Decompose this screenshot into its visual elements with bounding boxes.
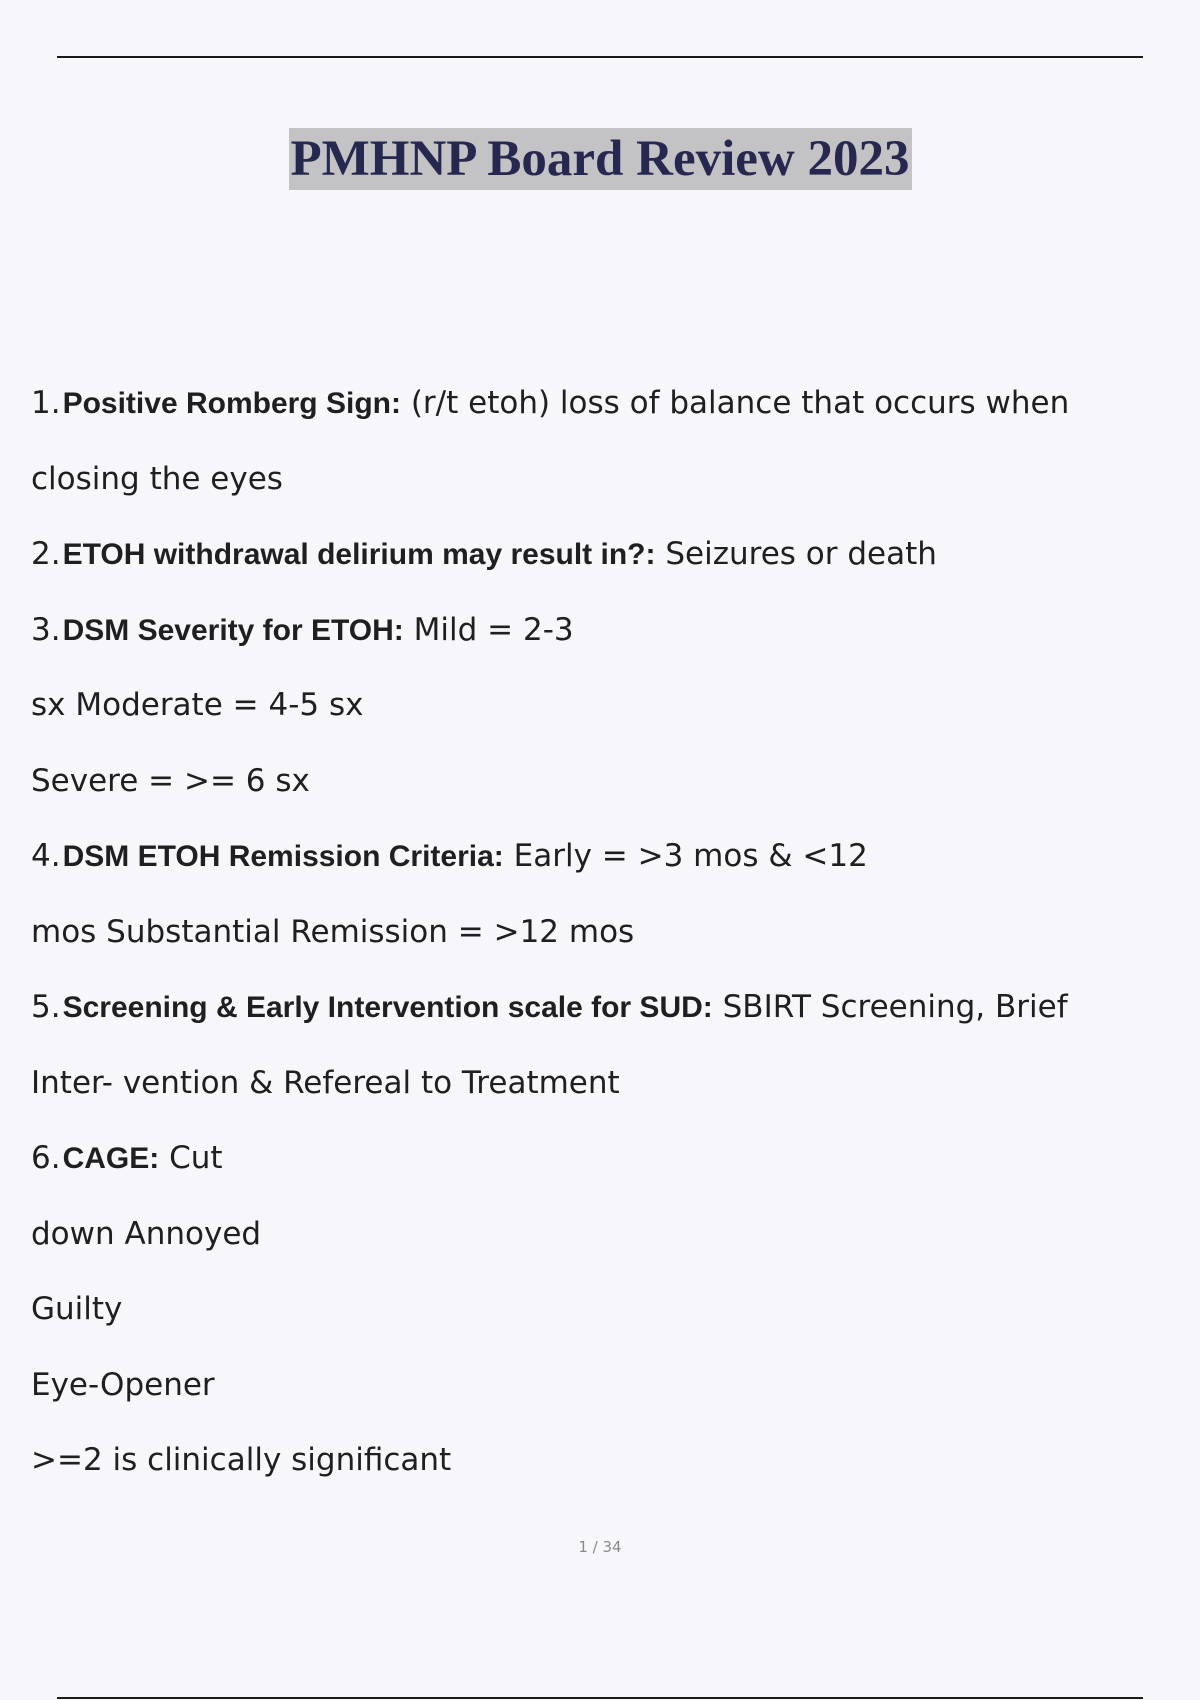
item-definition: Seizures or death (665, 536, 937, 572)
item-definition: Eye-Opener (31, 1366, 215, 1403)
list-item-5-line-1 (31, 974, 1171, 1050)
list-item-6-line-4 (31, 1352, 1171, 1428)
item-term: DSM ETOH Remission Criteria: (62, 840, 504, 873)
item-term: DSM Severity for ETOH: (62, 613, 404, 647)
item-term: ETOH withdrawal delirium may result in?: (62, 538, 656, 571)
list-item-1-line-1 (31, 370, 1171, 446)
list-item-5-line-2 (31, 1050, 1171, 1126)
item-term: CAGE: (62, 1142, 160, 1175)
title-container (0, 128, 1200, 190)
item-definition: (r/t etoh) loss of balance that occurs when (410, 385, 1070, 421)
list-item-6-line-1 (31, 1125, 1171, 1201)
item-number: 6. (31, 1140, 61, 1176)
item-definition: sx Moderate = 4-5 sx (31, 687, 364, 723)
bottom-rule (57, 1697, 1143, 1699)
item-definition: >=2 is clinically significant (31, 1442, 452, 1478)
item-definition: closing the eyes (31, 460, 283, 497)
item-definition: Cut (169, 1140, 223, 1176)
item-number: 2. (31, 536, 61, 572)
item-number: 1. (31, 385, 61, 421)
list-item-4-line-1 (31, 823, 1171, 899)
review-list (31, 370, 1171, 1503)
top-rule (57, 56, 1143, 58)
item-definition: SBIRT Screening, Brief (722, 989, 1068, 1025)
item-definition: Guilty (31, 1291, 123, 1327)
page-number: 1 / 34 (578, 1538, 622, 1556)
item-definition: Mild = 2-3 (413, 611, 574, 648)
item-number: 4. (31, 838, 61, 874)
item-term: Positive Romberg Sign: (62, 387, 401, 420)
list-item-3-line-2 (31, 672, 1171, 748)
item-definition: Severe = >= 6 sx (31, 762, 310, 799)
item-definition: down Annoyed (31, 1215, 262, 1252)
item-definition: Early = >3 mos & <12 (513, 838, 868, 874)
item-term: Screening & Early Intervention scale for SUD: (62, 991, 713, 1024)
list-item-2-line-1 (31, 521, 1171, 597)
list-item-1-line-2 (31, 446, 1171, 522)
document-title: PMHNP Board Review 2023 (289, 128, 912, 190)
list-item-6-line-5 (31, 1427, 1171, 1503)
item-number: 5. (31, 989, 61, 1025)
item-number: 3. (31, 611, 61, 648)
item-definition: Inter- vention & Refereal to Treatment (31, 1064, 620, 1101)
list-item-3-line-1 (31, 597, 1171, 673)
list-item-3-line-3 (31, 748, 1171, 824)
list-item-6-line-2 (31, 1201, 1171, 1277)
item-definition: mos Substantial Remission = >12 mos (31, 913, 635, 950)
list-item-4-line-2 (31, 899, 1171, 975)
list-item-6-line-3 (31, 1276, 1171, 1352)
